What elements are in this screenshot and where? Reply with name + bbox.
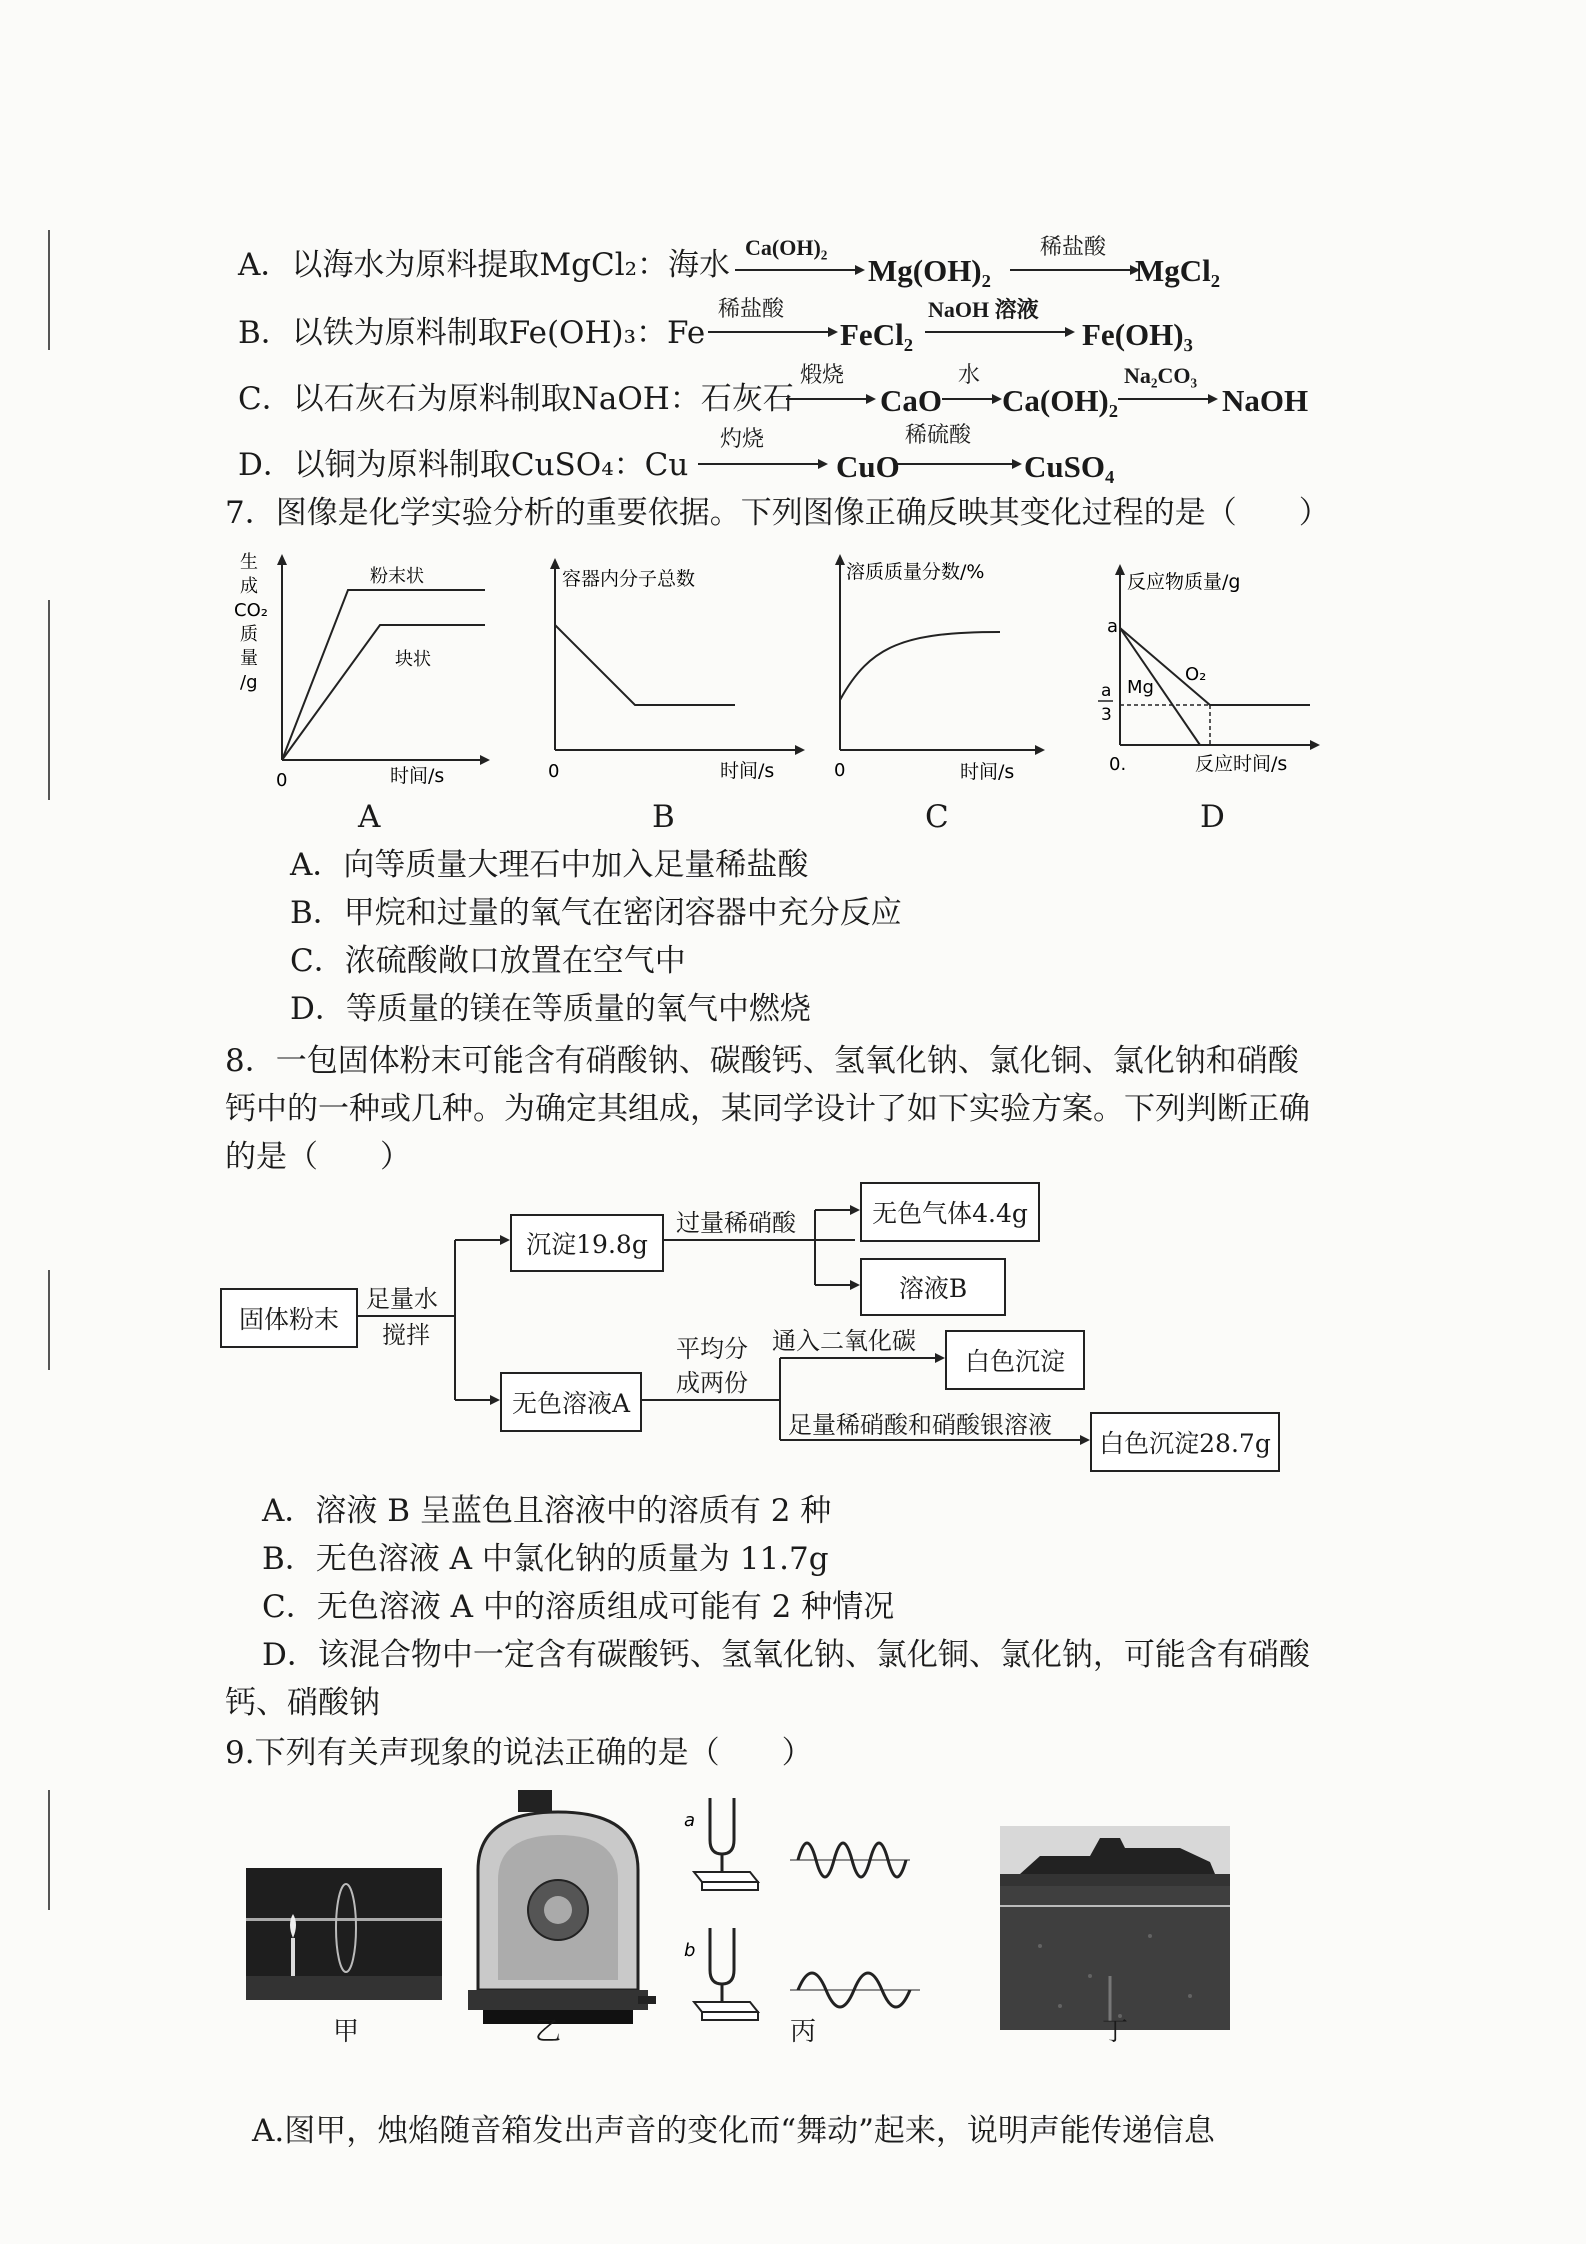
q7-b-ylabel: 容器内分子总数 [562, 568, 696, 590]
q7-graph-a-letter: A [358, 799, 381, 835]
q7-option-c: C．浓硫酸敞口放置在空气中 [290, 943, 686, 979]
q7-a-ylabel-3: CO₂ [234, 600, 268, 621]
flow-solid-powder: 固体粉末 [220, 1288, 358, 1348]
q6-c-reagent1: 煅烧 [800, 363, 845, 388]
tuning-fork-waves [680, 1790, 980, 2030]
flow-white-precip-1: 白色沉淀 [945, 1330, 1085, 1390]
q6-c-reagent2: 水 [958, 363, 981, 388]
flow-split-2: 成两份 [676, 1369, 748, 1397]
caption-yi: 乙 [535, 2017, 562, 2047]
q6-d-label: D．以铜为原料制取CuSO₄：Cu [238, 447, 689, 483]
q7-graph-c-letter: C [925, 799, 949, 835]
q7-b-xlabel: 时间/s [720, 760, 775, 782]
q6-c-label: C．以石灰石为原料制取NaOH：石灰石 [238, 381, 794, 417]
q6-b-reagent1: 稀盐酸 [718, 297, 785, 322]
fork-b-label: b [684, 1940, 696, 1961]
q7-d-a: a [1107, 616, 1119, 637]
q7-c-ylabel: 溶质质量分数/% [846, 561, 985, 583]
q7-option-d: D．等质量的镁在等质量的氧气中燃烧 [290, 991, 811, 1027]
q7-c-xlabel: 时间/s [960, 761, 1015, 783]
q6-c-reagent3: Na₂CO₃ [1124, 363, 1198, 388]
q6-d-mid1: CuO [836, 449, 900, 484]
q7-d-mg: Mg [1127, 677, 1154, 698]
q8-stem-line2: 钙中的一种或几种。为确定其组成，某同学设计了如下实验方案。下列判断正确 [225, 1091, 1310, 1127]
q7-a-xlabel: 时间/s [390, 765, 445, 787]
flow-solution-a: 无色溶液A [500, 1372, 642, 1432]
q7-a-ylabel-2: 成 [240, 576, 258, 597]
q7-a-curve-block: 块状 [395, 649, 431, 670]
q6-a-mid1: Mg(OH)₂ [868, 253, 991, 288]
q6-b-label: B．以铁为原料制取Fe(OH)₃：Fe [238, 315, 706, 351]
q7-a-curve-powder: 粉末状 [370, 566, 424, 587]
q7-a-ylabel-6: /g [240, 672, 258, 693]
q6-c-product: NaOH [1222, 383, 1309, 418]
q7-b-origin: 0 [548, 761, 560, 782]
q7-d-ylabel: 反应物质量/g [1127, 571, 1241, 593]
q6-a-reagent1: Ca(OH)₂ [745, 235, 828, 260]
q6-d-reagent1: 灼烧 [720, 427, 765, 452]
flow-nitric-acid: 过量稀硝酸 [676, 1209, 796, 1237]
flow-gas: 无色气体4.4g [860, 1182, 1040, 1242]
q7-stem: 7．图像是化学实验分析的重要依据。下列图像正确反映其变化过程的是（ ） [225, 495, 1330, 531]
flow-solution-b: 溶液B [860, 1258, 1006, 1316]
q7-a-ylabel-4: 质 [240, 624, 258, 645]
flow-precipitate: 沉淀19.8g [510, 1214, 664, 1272]
fork-a-label: a [684, 1810, 696, 1831]
q6-a-product: MgCl₂ [1135, 253, 1221, 288]
q6-d-reagent2: 稀硫酸 [905, 423, 972, 448]
q7-graph-b-letter: B [652, 799, 675, 835]
q7-d-xlabel: 反应时间/s [1195, 753, 1288, 775]
q7-graph-d-letter: D [1200, 799, 1225, 835]
ship-sonar-photo [1000, 1826, 1230, 2030]
q7-d-origin: 0. [1109, 754, 1127, 775]
q6-d-product: CuSO₄ [1024, 449, 1115, 484]
q9-stem: 9.下列有关声现象的说法正确的是（ ） [225, 1735, 813, 1771]
flow-split-1: 平均分 [676, 1335, 748, 1363]
q8-option-a: A．溶液 B 呈蓝色且溶液中的溶质有 2 种 [262, 1493, 832, 1529]
flow-step1-stir: 搅拌 [382, 1321, 430, 1349]
caption-bing: 丙 [790, 2017, 817, 2047]
q8-option-d-cont: 钙、硝酸钠 [225, 1685, 380, 1721]
q8-option-c: C．无色溶液 A 中的溶质组成可能有 2 种情况 [262, 1589, 895, 1625]
q6-a-reagent2: 稀盐酸 [1040, 235, 1107, 260]
q8-option-d: D．该混合物中一定含有碳酸钙、氢氧化钠、氯化铜、氯化钠，可能含有硝酸 [262, 1637, 1310, 1673]
q7-d-a3-den: 3 [1101, 705, 1112, 725]
caption-jia: 甲 [333, 2017, 360, 2047]
q7-option-b: B．甲烷和过量的氧气在密闭容器中充分反应 [290, 895, 902, 931]
q7-a-ylabel-5: 量 [240, 648, 258, 669]
q6-b-mid1: FeCl₂ [840, 317, 913, 352]
flow-co2: 通入二氧化碳 [772, 1327, 916, 1355]
q7-d-a3-num: a [1101, 681, 1112, 701]
q8-stem-line1: 8．一包固体粉末可能含有硝酸钠、碳酸钙、氢氧化钠、氯化铜、氯化钠和硝酸 [225, 1043, 1299, 1079]
bell-jar-photo [458, 1790, 658, 2032]
q7-c-origin: 0 [834, 760, 846, 781]
q6-a-label: A．以海水为原料提取MgCl₂：海水 [238, 247, 731, 283]
q8-stem-line3: 的是（ ） [225, 1139, 411, 1175]
q6-b-product: Fe(OH)₃ [1082, 317, 1193, 352]
q7-option-a: A．向等质量大理石中加入足量稀盐酸 [290, 847, 809, 883]
q6-c-mid1: CaO [880, 383, 942, 418]
flow-white-precip-2: 白色沉淀28.7g [1090, 1412, 1280, 1472]
q7-a-ylabel-1: 生 [240, 552, 258, 573]
caption-ding: 丁 [1102, 2017, 1129, 2047]
flow-agno3: 足量稀硝酸和硝酸银溶液 [788, 1411, 1052, 1439]
speaker-candle-photo [246, 1868, 442, 2000]
flow-step1-water: 足量水 [366, 1285, 438, 1313]
q7-a-origin: 0 [276, 770, 288, 790]
q6-b-reagent2: NaOH 溶液 [928, 297, 1039, 322]
q7-d-o2: O₂ [1185, 664, 1207, 685]
q9-option-a: A.图甲，烛焰随音箱发出声音的变化而“舞动”起来，说明声能传递信息 [252, 2113, 1215, 2149]
q8-option-b: B．无色溶液 A 中氯化钠的质量为 11.7g [262, 1541, 829, 1577]
q6-c-mid2: Ca(OH)₂ [1002, 383, 1119, 418]
